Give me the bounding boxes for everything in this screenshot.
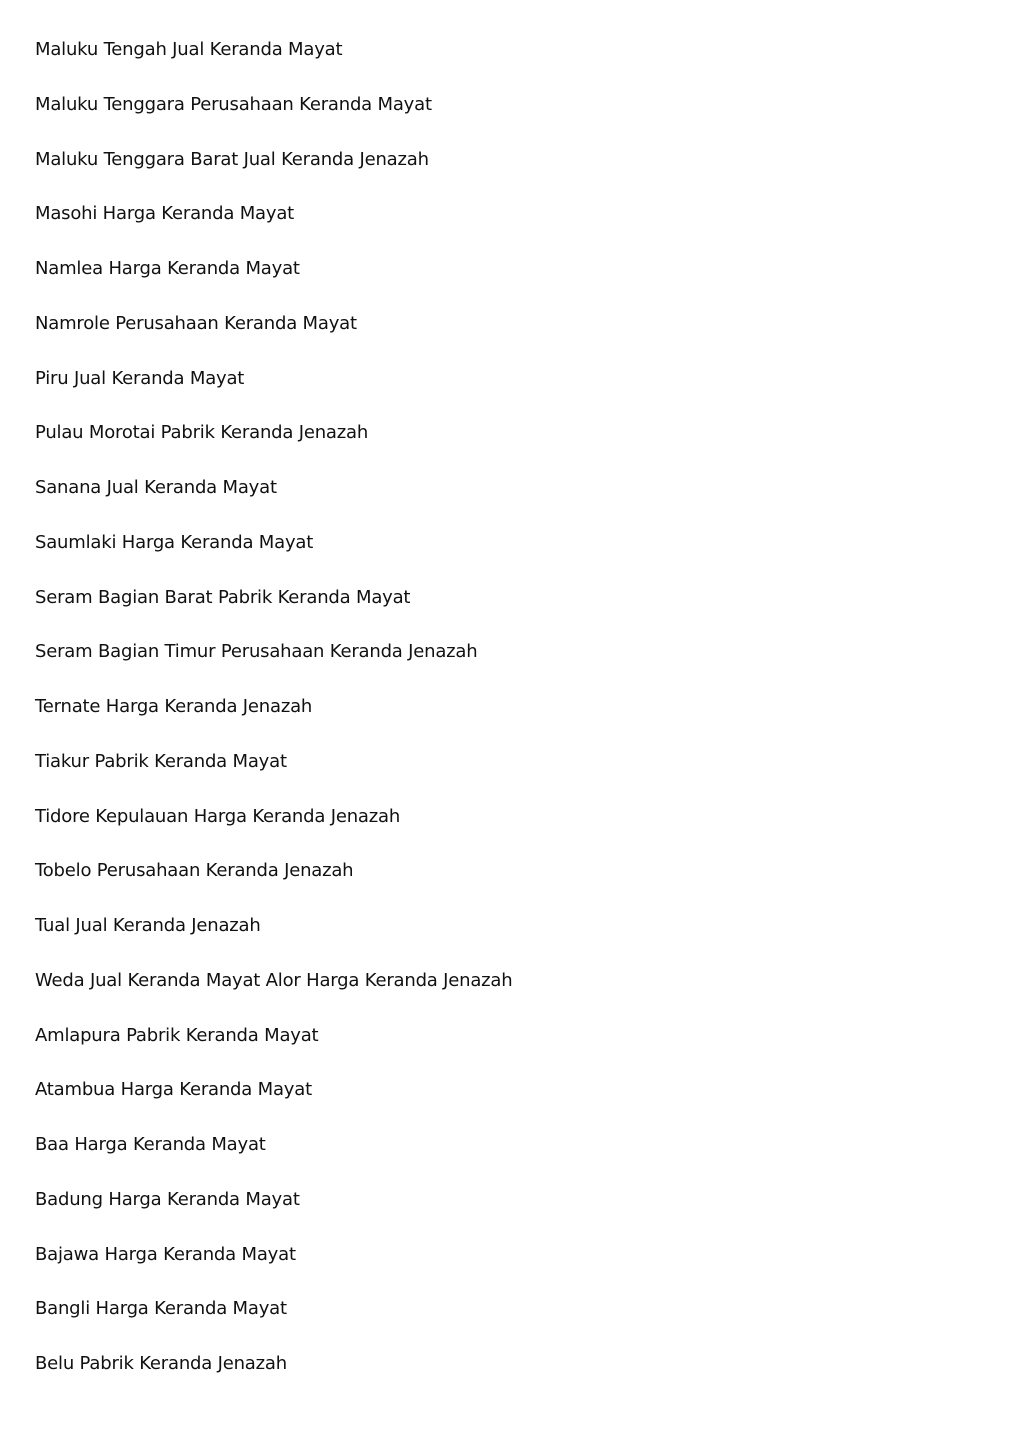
text-line: Bajawa Harga Keranda Mayat [35, 1243, 296, 1265]
text-line: Ternate Harga Keranda Jenazah [35, 696, 313, 717]
text-line: Bangli Harga Keranda Mayat [35, 1298, 287, 1320]
text-line: Saumlaki Harga Keranda Mayat [35, 531, 314, 553]
text-line: Tobelo Perusahaan Keranda Jenazah [35, 860, 354, 882]
text-line: Pulau Morotai Pabrik Keranda Jenazah [35, 422, 369, 444]
text-line: Amlapura Pabrik Keranda Mayat [35, 1024, 319, 1046]
text-line: Belu Pabrik Keranda Jenazah [35, 1353, 287, 1374]
text-line: Seram Bagian Barat Pabrik Keranda Mayat [35, 586, 411, 608]
text-line: Weda Jual Keranda Mayat Alor Harga Keranda Jenazah [35, 969, 513, 991]
text-line: Namrole Perusahaan Keranda Mayat [35, 312, 357, 334]
text-line: Tual Jual Keranda Jenazah [35, 915, 261, 936]
text-line: Piru Jual Keranda Mayat [35, 367, 245, 389]
text-line: Maluku Tenggara Barat Jual Keranda Jenazah [35, 148, 429, 170]
text-line: Maluku Tenggara Perusahaan Keranda Mayat [35, 93, 432, 115]
text-line: Baa Harga Keranda Mayat [35, 1134, 266, 1155]
text-line: Atambua Harga Keranda Mayat [35, 1079, 312, 1101]
text-line: Namlea Harga Keranda Mayat [35, 258, 300, 279]
text-line: Masohi Harga Keranda Mayat [35, 203, 295, 225]
text-list [35, 36, 512, 1405]
text-line: Badung Harga Keranda Mayat [35, 1188, 300, 1210]
text-line: Maluku Tengah Jual Keranda Mayat [35, 39, 343, 60]
text-line: Seram Bagian Timur Perusahaan Keranda Jenazah [35, 641, 478, 663]
text-line: Tidore Kepulauan Harga Keranda Jenazah [35, 805, 401, 827]
text-line: Sanana Jual Keranda Mayat [35, 477, 277, 498]
text-line: Tiakur Pabrik Keranda Mayat [35, 750, 287, 772]
